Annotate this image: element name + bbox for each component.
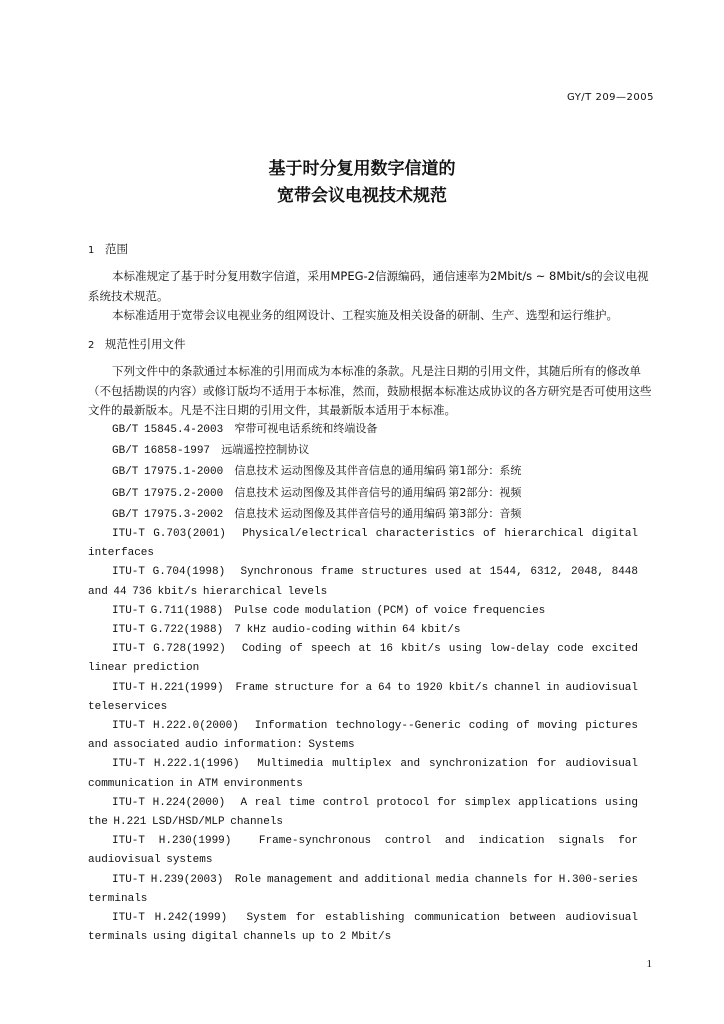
reference-title: Pulse code modulation (PCM) of voice frequencies <box>234 604 546 617</box>
reference-title: Information technology--Generic coding of moving pictures and associated audio information: Systems <box>88 720 639 752</box>
reference-code: ITU-T G.711(1988) <box>112 604 224 617</box>
reference-title: System for establishing communication between audiovisual terminals using digital channels up to 2 Mbit/s <box>88 912 639 944</box>
reference-list <box>88 419 638 947</box>
reference-title: Physical/electrical characteristics of hierarchical digital interfaces <box>88 528 639 560</box>
reference-title: 窄带可视电话系统和终端设备 <box>234 422 378 435</box>
reference-code: ITU-T H.230(1999) <box>112 835 232 848</box>
reference-code: ITU-T H.222.0(2000) <box>112 720 239 733</box>
reference-code: ITU-T H.222.1(1996) <box>112 758 240 771</box>
reference-code: GB/T 17975.1-2000 <box>112 466 224 479</box>
section-title: 范围 <box>105 242 128 256</box>
reference-item <box>88 419 638 440</box>
reference-title: Coding of speech at 16 kbit/s using low-delay code excited linear prediction <box>88 643 638 675</box>
reference-item <box>88 832 638 870</box>
reference-item <box>88 461 638 482</box>
reference-code: GB/T 15845.4-2003 <box>112 424 224 436</box>
standard-code: GY/T 209—2005 <box>566 92 654 103</box>
reference-item <box>88 563 638 601</box>
reference-title: Frame structure for a 64 to 1920 kbit/s channel in audiovisual teleservices <box>88 681 639 713</box>
reference-code: GB/T 17975.3-2002 <box>112 508 224 521</box>
reference-code: ITU-T H.242(1999) <box>112 912 228 925</box>
reference-title: 信息技术 运动图像及其伴音信号的通用编码 第2部分：视频 <box>234 485 522 499</box>
reference-code: ITU-T G.722(1988) <box>112 624 224 637</box>
reference-item <box>88 755 638 793</box>
section-number: 2 <box>88 340 95 351</box>
reference-code: ITU-T H.221(1999) <box>112 681 224 694</box>
section-heading-scope <box>88 241 128 257</box>
section-heading-normative-references <box>88 336 186 352</box>
document-title-line-2: 宽带会议电视技术规范 <box>277 186 447 206</box>
reference-code: ITU-T H.239(2003) <box>112 873 224 886</box>
reference-item <box>88 602 638 621</box>
reference-code: ITU-T G.728(1992) <box>112 643 226 656</box>
page-number: 1 <box>646 958 652 970</box>
section-title: 规范性引用文件 <box>105 337 186 351</box>
reference-item <box>88 640 638 678</box>
reference-item <box>88 717 638 755</box>
reference-code: ITU-T G.704(1998) <box>112 566 226 579</box>
scope-paragraph-2: 本标准适用于宽带会议电视业务的组网设计、工程实施及相关设备的研制、生产、选型和运行维护。 <box>112 308 618 322</box>
reference-title: 信息技术 运动图像及其伴音信息的通用编码 第1部分：系统 <box>234 464 522 478</box>
reference-item <box>88 504 638 525</box>
reference-item <box>88 909 638 947</box>
reference-title: Frame-synchronous control and indication signals for audiovisual systems <box>88 835 638 867</box>
reference-item <box>88 440 638 461</box>
reference-title: 信息技术 运动图像及其伴音信号的通用编码 第3部分：音频 <box>234 506 522 520</box>
reference-item <box>88 794 638 832</box>
reference-code: GB/T 16858-1997 <box>112 445 211 458</box>
reference-title: 远端遥控控制协议 <box>221 443 310 457</box>
reference-item <box>88 483 638 504</box>
reference-title: 7 kHz audio-coding within 64 kbit/s <box>234 624 461 637</box>
references-intro-paragraph: 下列文件中的条款通过本标准的引用而成为本标准的条款。凡是注日期的引用文件，其随后所有的修改单（不包括勘误的内容）或修订版均不适用于本标准，然而，鼓励根据本标准达成协议的各方研究是否可使用这些文件的最新版本。凡是不注日期的引用文件，其最新版本适用于本标准。 <box>88 364 652 417</box>
reference-item <box>88 679 638 717</box>
section-number: 1 <box>88 245 95 256</box>
reference-title: A real time control protocol for simplex applications using the H.221 LSD/HSD/MLP channels <box>88 796 639 829</box>
reference-code: GB/T 17975.2-2000 <box>112 487 224 500</box>
reference-title: Role management and additional media channels for H.300-series terminals <box>88 873 639 905</box>
reference-title: Synchronous frame structures used at 1544, 6312, 2048, 8448 and 44 736 kbit/s hierarchical levels <box>88 566 639 598</box>
reference-item <box>88 525 638 563</box>
reference-item <box>88 871 638 909</box>
reference-code: ITU-T H.224(2000) <box>112 796 226 809</box>
reference-code: ITU-T G.703(2001) <box>112 528 226 541</box>
scope-paragraph-1: 本标准规定了基于时分复用数字信道，采用MPEG-2信源编码，通信速率为2Mbit/s ~ 8Mbit/s的会议电视系统技术规范。 <box>88 269 649 303</box>
document-title-line-1: 基于时分复用数字信道的 <box>268 159 456 179</box>
reference-item <box>88 621 638 640</box>
reference-title: Multimedia multiplex and synchronization for audiovisual communication in ATM environments <box>88 758 639 790</box>
